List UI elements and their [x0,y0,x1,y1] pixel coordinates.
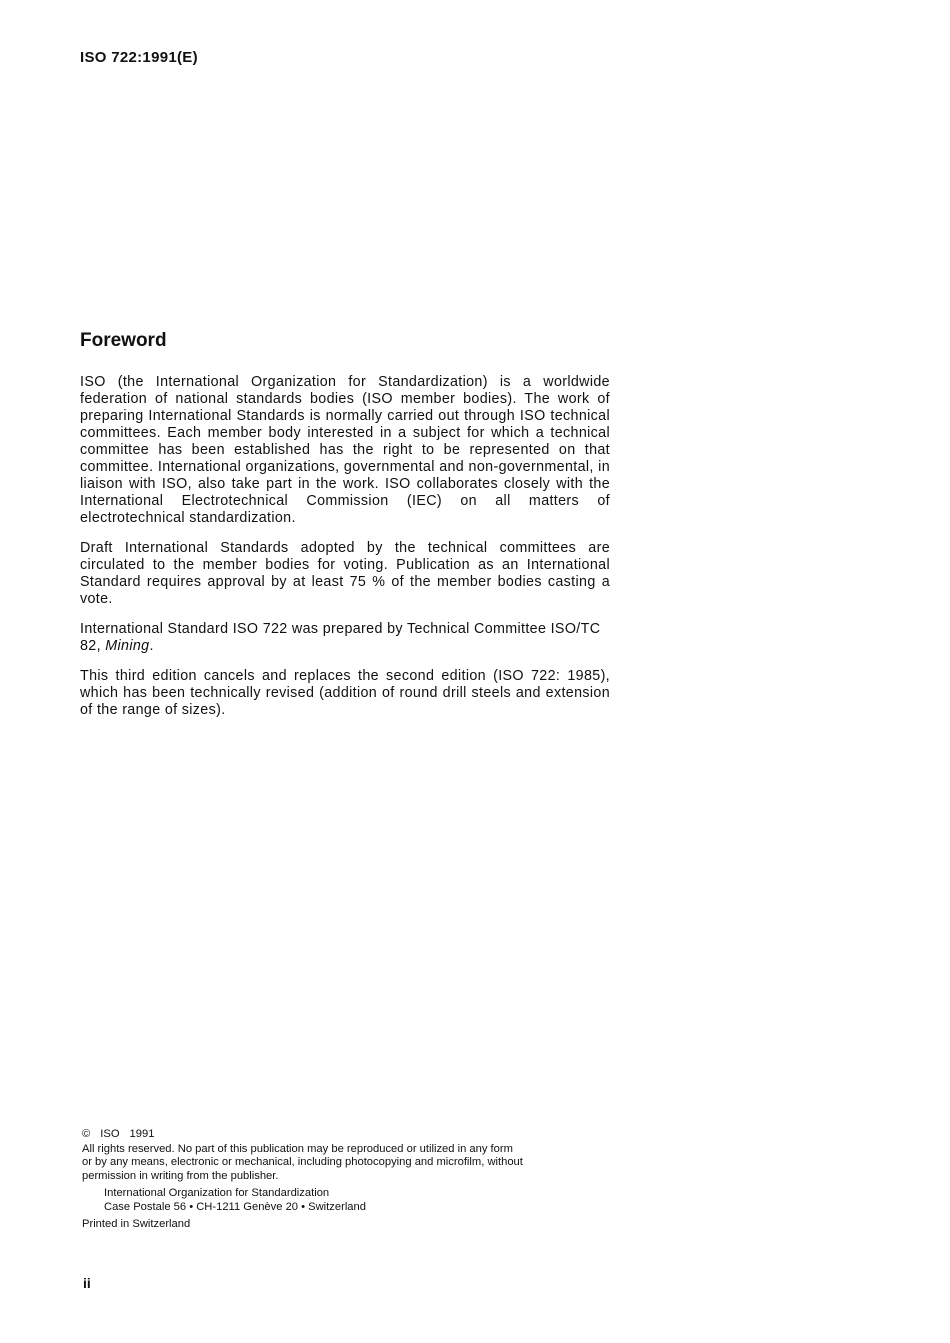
document-id: ISO 722:1991(E) [80,49,198,66]
prepared-by-text: International Standard ISO 722 was prepared by Technical Committee ISO/TC 82, [80,621,601,654]
copyright-notice [82,1128,612,1232]
foreword-paragraph-2: Draft International Standards adopted by the technical committees are circulated to the member bodies for voting. Publication as an International Standard requires approval by at least 75 % of the member bodies casting a vote. [80,540,610,607]
rights-line-3: permission in writing from the publisher. [82,1169,279,1182]
rights-line-2: or by any means, electronic or mechanical, including photocopying and microfilm, without [82,1156,523,1168]
foreword-title: Foreword [80,330,167,351]
copyright-year: 1991 [129,1128,155,1140]
page-number: ii [83,1275,91,1291]
organization-name: International Organization for Standardization [104,1187,330,1199]
prepared-by-suffix: . [149,638,154,654]
organization-address: Case Postale 56 • CH-1211 Genève 20 • Switzerland [104,1200,366,1213]
foreword-paragraph-1: ISO (the International Organization for Standardization) is a worldwide federation of national standards bodies (ISO member bodies). The work of preparing International Standards is normally carried out through ISO technical committees. Each member body interested in a subject for which a technical committee has been established has the right to be represented on that committee. International organizations, governmental and non-governmental, in liaison with ISO, also take part in the work. ISO collaborates closely with the International Electrotechnical Commission (IEC) on all matters of electrotechnical standardization. [80,374,610,526]
copyright-owner: ISO [100,1128,120,1140]
foreword-body [80,374,610,732]
rights-line-1: All rights reserved. No part of this publication may be reproduced or utilized in any form [82,1142,513,1155]
foreword-paragraph-4: This third edition cancels and replaces the second edition (ISO 722: 1985), which has been technically revised (addition of round drill steels and extension of the range of sizes). [80,668,610,718]
copyright-symbol: © [82,1128,91,1140]
copyright-line [82,1128,612,1142]
printed-in: Printed in Switzerland [82,1218,191,1230]
foreword-paragraph-3 [80,621,610,655]
committee-name: Mining [105,638,150,654]
